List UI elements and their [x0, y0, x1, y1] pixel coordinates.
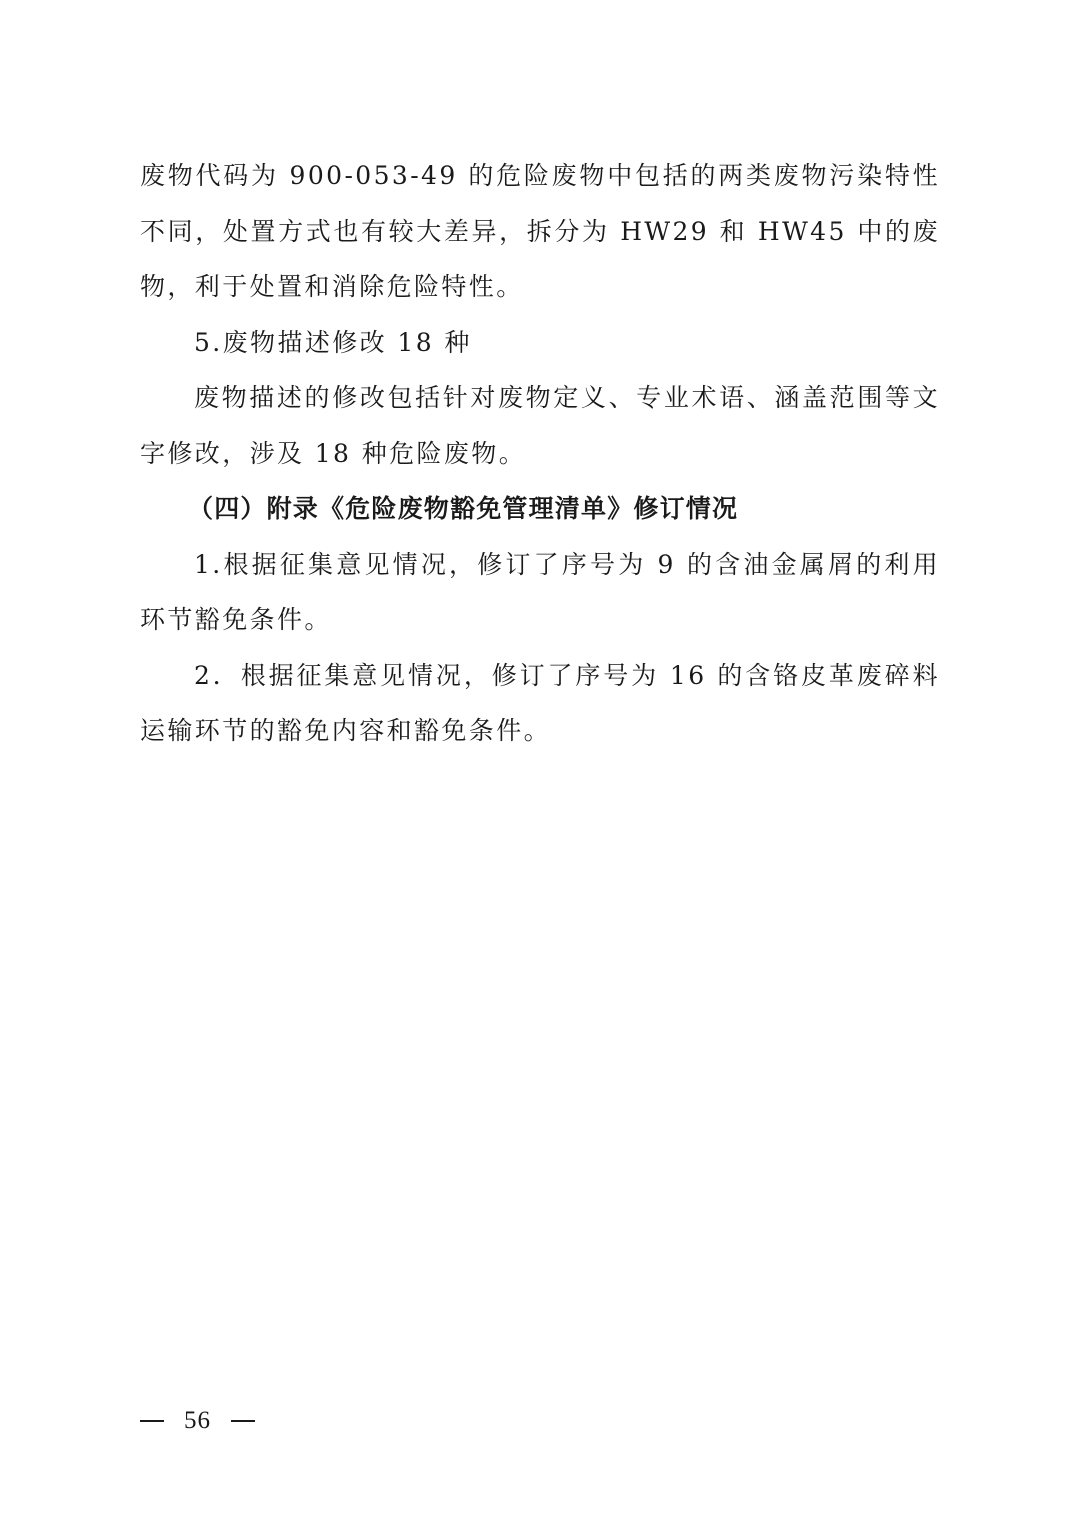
footer-dash-left	[140, 1420, 164, 1422]
paragraph-description-changes: 废物描述的修改包括针对废物定义、专业术语、涵盖范围等文字修改，涉及 18 种危险废物。	[140, 383, 940, 468]
section-heading-appendix: （四）附录《危险废物豁免管理清单》修订情况	[188, 494, 739, 523]
footer-dash-right	[231, 1420, 255, 1422]
appendix-item-2: 2．根据征集意见情况，修订了序号为 16 的含铬皮革废碎料运输环节的豁免内容和豁免条件。	[140, 660, 940, 745]
appendix-item-1: 1.根据征集意见情况，修订了序号为 9 的含油金属屑的利用环节豁免条件。	[140, 549, 940, 634]
paragraph-waste-code-split: 废物代码为 900-053-49 的危险废物中包括的两类废物污染特性不同，处置方式也有较大差异，拆分为 HW29 和 HW45 中的废物，利于处置和消除危险特性。	[140, 161, 940, 301]
page-number: 56	[184, 1407, 211, 1434]
page-footer	[140, 1401, 255, 1441]
document-body	[140, 148, 940, 759]
item-5-heading: 5.废物描述修改 18 种	[194, 327, 472, 357]
